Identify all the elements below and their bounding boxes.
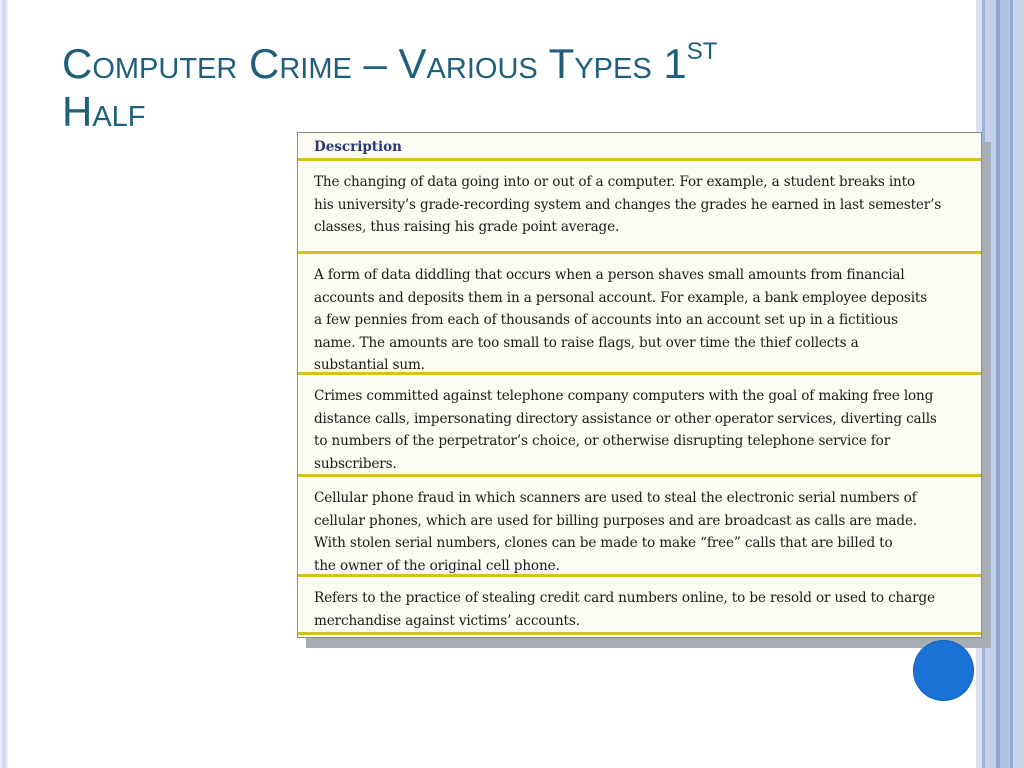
slide-title-main: Computer Crime – Various Types 1 xyxy=(62,40,687,87)
row-text-line: name. The amounts are too small to raise flags, but over time the thief collects a xyxy=(314,334,859,351)
row-text-line: accounts and deposits them in a personal account. For example, a bank employee deposits xyxy=(314,289,928,306)
row-text-line: the owner of the original cell phone. xyxy=(314,557,560,574)
table-row-salami-shaving xyxy=(298,254,981,375)
slide-title-line2: Half xyxy=(62,88,146,135)
row-text-line: classes, thus raising his grade point average. xyxy=(314,219,620,235)
row-text-line: merchandise against victims’ accounts. xyxy=(314,612,580,629)
row-text-line: The changing of data going into or out of a computer. For example, a student breaks into xyxy=(314,174,916,190)
slide-title-superscript: ST xyxy=(686,38,718,65)
row-text-line: Cellular phone fraud in which scanners are used to steal the electronic serial numbers of xyxy=(314,490,917,506)
description-table xyxy=(297,132,982,638)
row-text-line: cellular phones, which are used for billing purposes and are broadcast as calls are made. xyxy=(314,512,918,529)
table-row-data-diddling xyxy=(298,161,981,254)
table-header-description: Description xyxy=(298,133,981,161)
left-border-decoration xyxy=(0,0,8,768)
row-text-line: A form of data diddling that occurs when a person shaves small amounts from financial xyxy=(314,267,905,283)
slide-title xyxy=(62,40,822,136)
row-text-line: Refers to the practice of stealing credit card numbers online, to be resold or used to charge xyxy=(314,590,935,606)
row-text-line: Crimes committed against telephone company computers with the goal of making free long xyxy=(314,388,934,404)
table-row-cloning xyxy=(298,477,981,577)
row-text-line: substantial sum. xyxy=(314,357,425,373)
row-text-line: With stolen serial numbers, clones can be made to make “free” calls that are billed to xyxy=(314,535,893,551)
row-text-line: subscribers. xyxy=(314,455,397,472)
row-text-line: to numbers of the perpetrator’s choice, or otherwise disrupting telephone service for xyxy=(314,433,891,449)
circle-decoration xyxy=(913,640,974,701)
row-text-line: distance calls, impersonating directory assistance or other operator services, diverting calls xyxy=(314,410,937,427)
row-text-line: a few pennies from each of thousands of accounts into an account set up in a fictitious xyxy=(314,312,898,328)
table-row-carding xyxy=(298,577,981,635)
table-row-phreaking xyxy=(298,375,981,477)
row-text-line: his university’s grade-recording system and changes the grades he earned in last semester’s xyxy=(314,196,942,213)
